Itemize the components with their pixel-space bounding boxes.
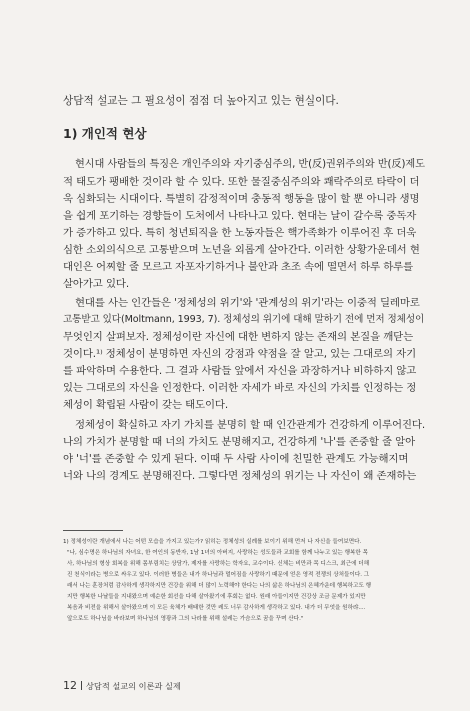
body-line: 나의 가치가 분명할 때 너의 가치도 분명해지고, 건강하게 '나'를 존중할 줄 알아: [63, 436, 416, 448]
footnote-line: 앞으로도 하나님을 바라보며 하나님의 영광과 그의 나라를 위해 설레는 가슴으로 꿈을 꾸며 산다.": [67, 616, 304, 622]
footnote-line: 사, 하나님의 형상 회복을 위해 몸부림치는 상담가, 제자를 사랑하는 학자요, 교수이다. 신체는 비만과 목 디스크, 최근에 더해: [67, 561, 370, 567]
footnote-divider: [63, 530, 123, 531]
footnote-line: 지만 행복한 나날들을 지내왔으며 예순한 회선을 다해 살아왔기에 후회는 없다. 원래 아들이지만 건강상 조금 문제가 있지만: [67, 594, 366, 600]
body-line: 정체성이 확실하고 자기 가치를 분명히 할 때 인간관계가 건강하게 이루어진다.: [75, 419, 426, 431]
body-line: 심한 소외의식으로 고통받으며 노년을 외롭게 살아간다. 이러한 상황가운데서 현: [63, 244, 420, 256]
body-line: 욱 심화되는 시대이다. 특별히 감정적이며 충동적 행동을 많이 할 뿐 아니라 생명: [63, 193, 420, 205]
body-line: 적 태도가 팽배한 것이라 할 수 있다. 또한 물질중심주의와 쾌락주의로 타락이 더: [63, 176, 420, 188]
book-title: 상담적 설교의 이론과 실제: [86, 681, 181, 691]
footnote-line: 1) 정체성이란 개념에서 나는 어떤 모습을 가지고 있는가? 읽히는 정체성의 실례를 보이기 위해 먼저 나 자신을 들여보면다.: [63, 539, 362, 545]
footer-separator: [81, 681, 82, 690]
footnote-line: 래서 나는 훈장처럼 감사하게 생각하지만 건강을 위해 더 많이 노력해야 한다는 나의 삶은 하나님의 은혜가운데 행복하고도 행: [67, 583, 372, 589]
intro-sentence: 상담적 설교는 그 필요성이 점점 더 높아지고 있는 현실이다.: [63, 95, 339, 107]
body-line: 대인은 어찌할 줄 모르고 자포자기하거나 불안과 초조 속에 떨면서 하루 하루를: [63, 261, 414, 273]
body-line: 살아가고 있다.: [63, 278, 130, 290]
page-number: 12: [63, 679, 77, 692]
body-line: 야 '너'를 존중할 수 있게 된다. 이때 두 사람 사이에 친밀한 관계도 가능해지며: [63, 453, 409, 465]
body-line: 가 증가하고 있다. 특히 청년퇴직을 한 노동자들은 핵가족화가 이루어진 후 더욱: [63, 227, 417, 239]
body-line: 를 파악하며 수용한다. 그 결과 사람들 앞에서 자신을 과장하거나 비하하지 않고: [63, 365, 417, 377]
footnote-line: 진 천식이라는 병으로 싸우고 있다. 이러한 병들은 내가 하나님과 멀어짐을 사랑하기 때문에 얻은 영적 전쟁의 상처들이다. 그: [67, 572, 370, 578]
body-line: 너와 나의 경계도 분명해진다. 그렇다면 정체성의 위기는 나 자신이 왜 존재하는: [63, 470, 417, 482]
footnote-line: 복음과 비전을 위해서 살아왔으며 이 모든 육체가 배태한 것만 레도 너무 감사하게 생각하고 있다. 내가 더 무엇을 원하랴....: [67, 605, 366, 611]
body-line: 체성이 확립된 사람이 갖는 태도이다.: [63, 399, 229, 411]
body-line: 있는 그대로의 자신을 인정한다. 이러한 자세가 바로 자신의 가치를 인정하는 정: [63, 382, 417, 394]
footnote-line: "나, 심수명은 하나님의 자녀요, 한 여인의 동반자, 1남 1녀의 아버지, 사랑하는 성도들과 교회를 함께 나누고 있는 행복한 목: [67, 550, 368, 556]
body-line: 현시대 사람들의 특징은 개인주의와 자기중심주의, 반(反)권위주의와 반(反)제도: [75, 159, 425, 170]
body-line: 것이다.¹⁾ 정체성이 분명하면 자신의 강점과 약점을 잘 알고, 있는 그대로의 자기: [63, 348, 417, 360]
page-footer: [63, 679, 181, 692]
body-line: 을 쉽게 포기하는 경향들이 도처에서 나타나고 있다. 현대는 날이 갈수록 중독자: [63, 210, 417, 222]
body-line: 현대를 사는 인간들은 '정체성의 위기'와 '관계성의 위기'라는 이중적 딜레마로: [75, 297, 420, 309]
section-heading: 1) 개인적 현상: [63, 126, 147, 141]
body-line: 고통받고 있다(Moltmann, 1993, 7). 정체성의 위기에 대해 말하기 전에 먼저 정체성이: [63, 314, 425, 325]
body-line: 무엇인지 살펴보자. 정체성이란 자신에 대한 변하지 않는 존재의 본질을 깨닫는: [63, 331, 414, 343]
